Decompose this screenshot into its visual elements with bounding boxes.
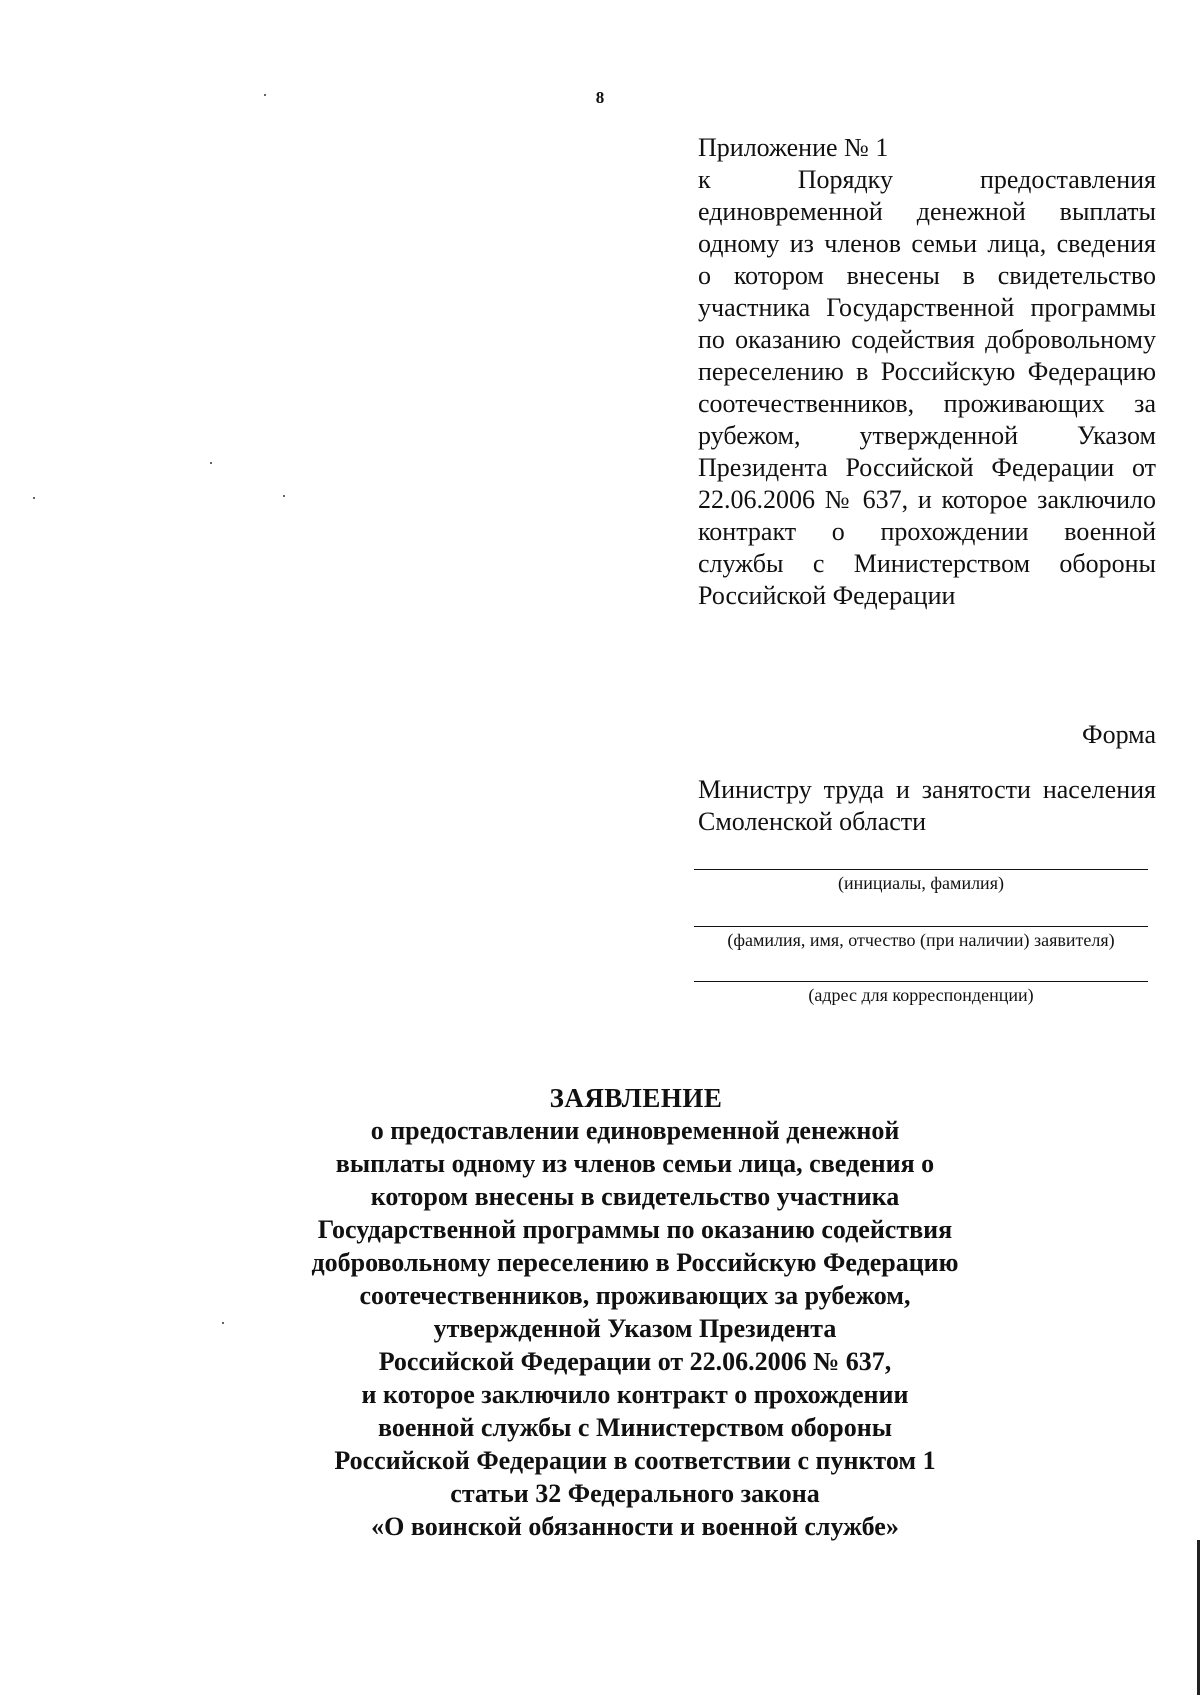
statement-line: Государственной программы по оказанию содействия bbox=[317, 1215, 953, 1244]
addressee: Министру труда и занятости населения Смоленской области bbox=[698, 775, 1156, 836]
scan-speck bbox=[33, 497, 35, 499]
appendix-title: Приложение № 1 bbox=[698, 133, 889, 162]
statement-line: и которое заключило контракт о прохождении bbox=[361, 1380, 909, 1409]
statement-line: статьи 32 Федерального закона bbox=[450, 1479, 820, 1508]
address-caption: (адрес для корреспонденции) bbox=[808, 985, 1034, 1005]
address-field-line bbox=[694, 981, 1148, 982]
statement-title: ЗАЯВЛЕНИЕ bbox=[549, 1083, 723, 1113]
statement-line: котором внесены в свидетельство участника bbox=[370, 1182, 900, 1211]
form-label: Форма bbox=[1082, 720, 1156, 749]
statement-line: добровольному переселению в Российскую Федерацию bbox=[311, 1248, 959, 1277]
scan-speck bbox=[264, 94, 266, 96]
scan-speck bbox=[210, 462, 212, 464]
appendix-text: к Порядку предоставления единовременной денежной выплаты одному из членов семьи лица, сведения о котором внесены в свидетельство участника Государственной программы по оказанию содействия добровольному переселению в Российскую Федерацию соотечественников, проживающих за рубежом, утвержденной Указом Президента Российской Федерации от 22.06.2006 № 637, и которое заключило контракт о прохождении военной службы с Министерством обороны Российской Федерации bbox=[698, 165, 1156, 610]
initials-surname-field-line bbox=[694, 869, 1148, 870]
statement-line: выплаты одному из членов семьи лица, сведения о bbox=[335, 1149, 935, 1178]
statement-line: Российской Федерации от 22.06.2006 № 637, bbox=[378, 1347, 892, 1376]
statement-line: о предоставлении единовременной денежной bbox=[370, 1116, 900, 1145]
statement-line: утвержденной Указом Президента bbox=[433, 1314, 837, 1343]
scan-speck bbox=[283, 495, 285, 497]
page-number: 8 bbox=[595, 88, 605, 107]
applicant-name-caption: (фамилия, имя, отчество (при наличии) заявителя) bbox=[727, 930, 1115, 950]
applicant-name-field-line bbox=[694, 926, 1148, 927]
statement-line: Российской Федерации в соответствии с пунктом 1 bbox=[334, 1446, 936, 1475]
scan-speck bbox=[222, 1322, 224, 1324]
statement-line: военной службы с Министерством обороны bbox=[377, 1413, 893, 1442]
appendix-header bbox=[698, 132, 1156, 612]
statement-body bbox=[270, 1114, 1000, 1543]
statement-line: «О воинской обязанности и военной службе» bbox=[371, 1512, 899, 1541]
initials-surname-caption: (инициалы, фамилия) bbox=[838, 873, 1004, 893]
statement-line: соотечественников, проживающих за рубежом, bbox=[359, 1281, 911, 1310]
